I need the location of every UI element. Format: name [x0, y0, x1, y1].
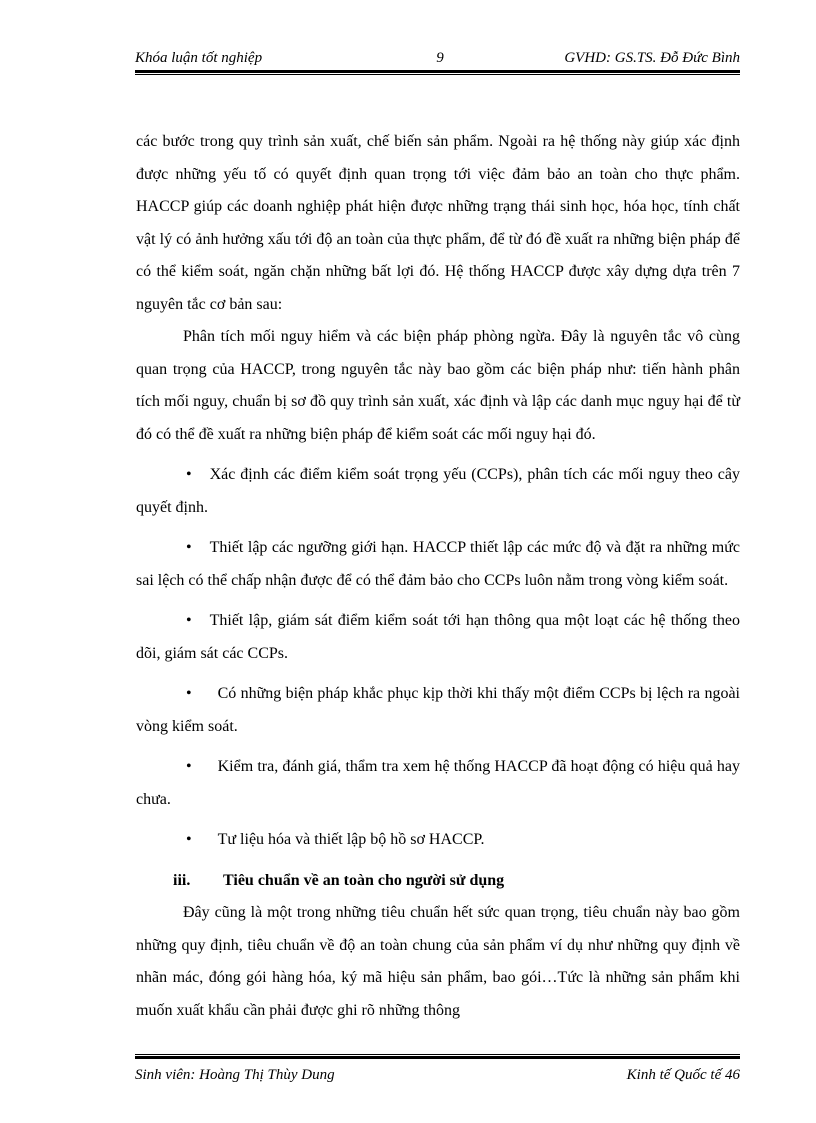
bullet-icon: • — [186, 685, 192, 702]
section-heading — [136, 865, 740, 898]
bullet-icon: • — [186, 466, 192, 483]
bullet-text: Tư liệu hóa và thiết lập bộ hồ sơ HACCP. — [217, 831, 485, 848]
bullet-icon: • — [186, 539, 192, 556]
bullet-text: Xác định các điểm kiểm soát trọng yếu (CCPs), phân tích các mối nguy theo cây quyết định. — [136, 466, 740, 516]
footer-student: Sinh viên: Hoàng Thị Thùy Dung — [135, 1067, 335, 1083]
page-footer — [135, 1064, 740, 1086]
bullet-text: Thiết lập các ngưỡng giới hạn. HACCP thiết lập các mức độ và đặt ra những mức sai lệch có thể chấp nhận được để có thể đảm bảo cho CCPs luôn nằm trong vòng kiểm soát. — [136, 539, 740, 589]
bullet-item — [136, 532, 740, 597]
section-heading-text: Tiêu chuẩn về an toàn cho người sử dụng — [223, 871, 505, 889]
bullet-text: Thiết lập, giám sát điểm kiểm soát tới hạn thông qua một loạt các hệ thống theo dõi, giám sát các CCPs. — [136, 612, 740, 662]
bullet-item — [136, 678, 740, 743]
body-paragraph: Đây cũng là một trong những tiêu chuẩn hết sức quan trọng, tiêu chuẩn này bao gồm những quy định, tiêu chuẩn về độ an toàn chung của sản phẩm ví dụ như những quy định về nhãn mác, đóng gói hàng hóa, ký mã hiệu sản phẩm, bao gói…Tức là những sản phẩm khi muốn xuất khẩu cần phải được ghi rõ những thông — [136, 904, 740, 1019]
bullet-icon: • — [186, 758, 192, 775]
bullet-icon: • — [186, 831, 192, 848]
bullet-item — [136, 605, 740, 670]
bullet-item — [136, 824, 740, 857]
body-paragraph: các bước trong quy trình sản xuất, chế biến sản phẩm. Ngoài ra hệ thống này giúp xác định được những yếu tố có quyết định quan trọng tới việc đảm bảo an toàn cho thực phẩm. HACCP giúp các doanh nghiệp phát hiện được những trạng thái sinh học, hóa học, tính chất vật lý có ảnh hưởng xấu tới độ an toàn của thực phẩm, để từ đó đề xuất ra những biện pháp để có thể kiểm soát, ngăn chặn những bất lợi đó. Hệ thống HACCP được xây dựng dựa trên 7 nguyên tắc cơ bản sau: — [136, 133, 740, 313]
page-header — [135, 48, 740, 68]
section-heading-number: iii. — [173, 871, 191, 889]
header-thesis-title: Khóa luận tốt nghiệp — [135, 50, 263, 66]
body-paragraph: Phân tích mối nguy hiểm và các biện pháp phòng ngừa. Đây là nguyên tắc vô cùng quan trọng của HACCP, trong nguyên tắc này bao gồm các biện pháp như: tiến hành phân tích mối nguy, chuẩn bị sơ đồ quy trình sản xuất, xác định và lập các danh mục nguy hại để từ đó có thể đề xuất ra những biện pháp để kiểm soát các mối nguy hại đó. — [136, 328, 740, 443]
bullet-icon: • — [186, 612, 192, 629]
page-body — [136, 126, 740, 1027]
bullet-text: Kiểm tra, đánh giá, thẩm tra xem hệ thống HACCP đã hoạt động có hiệu quả hay chưa. — [136, 758, 740, 808]
bullet-item — [136, 751, 740, 816]
header-advisor: GVHD: GS.TS. Đỗ Đức Bình — [564, 50, 740, 66]
bullet-text: Có những biện pháp khắc phục kịp thời khi thấy một điểm CCPs bị lệch ra ngoài vòng kiểm soát. — [136, 685, 740, 735]
footer-program: Kinh tế Quốc tế 46 — [626, 1067, 740, 1083]
header-page-number: 9 — [436, 50, 444, 66]
header-divider — [135, 70, 740, 75]
footer-divider — [135, 1054, 740, 1059]
bullet-item — [136, 459, 740, 524]
